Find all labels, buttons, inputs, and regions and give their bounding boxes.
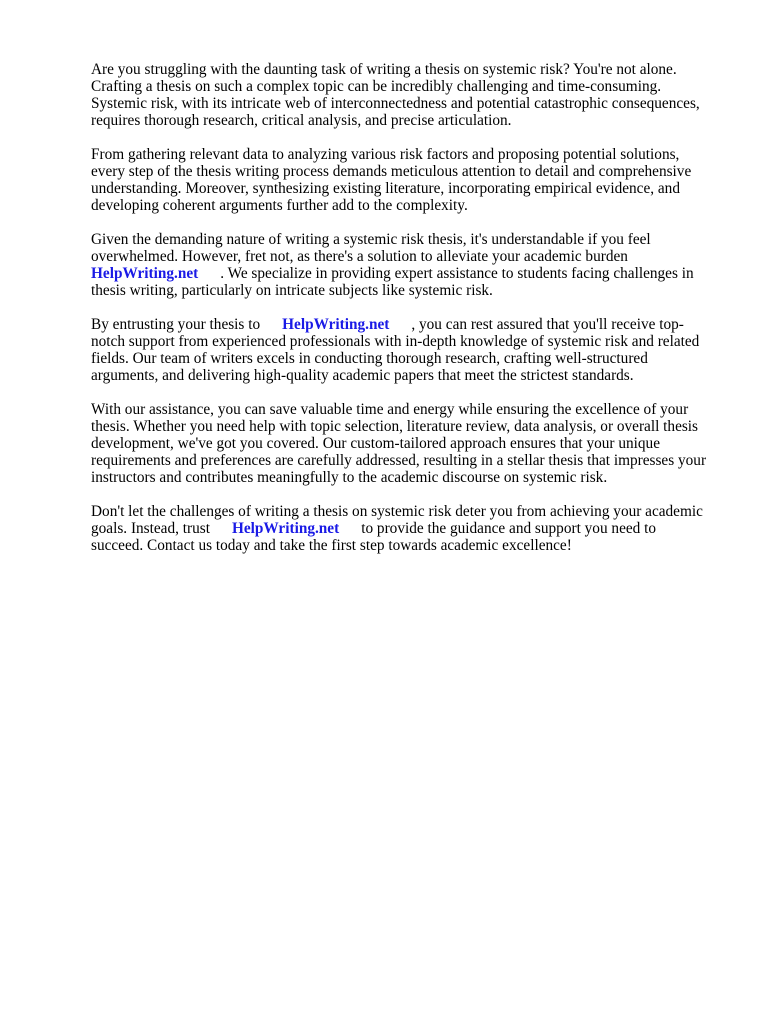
- text-line: instructors and contributes meaningfully to the academic discourse on systemic risk.: [91, 469, 608, 486]
- text-line: succeed. Contact us today and take the first step towards academic excellence!: [91, 537, 572, 554]
- paragraph-closing: [91, 503, 731, 554]
- text-line: [91, 520, 731, 537]
- text-line: notch support from experienced professionals with in-depth knowledge of systemic risk and related: [91, 333, 700, 350]
- text-line: fields. Our team of writers excels in conducting thorough research, crafting well-structured: [91, 350, 648, 367]
- text-line: requires thorough research, critical analysis, and precise articulation.: [91, 112, 512, 129]
- text-line: developing coherent arguments further add to the complexity.: [91, 197, 468, 214]
- text-line: arguments, and delivering high-quality academic papers that meet the strictest standards.: [91, 367, 634, 384]
- helpwriting-link[interactable]: HelpWriting.net: [282, 316, 390, 333]
- paragraph-process: [91, 146, 731, 214]
- text-line: development, we've got you covered. Our custom-tailored approach ensures that your unique: [91, 435, 660, 452]
- text-line: Are you struggling with the daunting task of writing a thesis on systemic risk? You're not alone.: [91, 61, 677, 78]
- text-line: thesis writing, particularly on intricate subjects like systemic risk.: [91, 282, 493, 299]
- text-line: Crafting a thesis on such a complex topic can be incredibly challenging and time-consuming.: [91, 78, 662, 95]
- document-page: [91, 61, 731, 571]
- paragraph-assistance: [91, 401, 731, 486]
- text-segment: By entrusting your thesis to: [91, 316, 261, 333]
- paragraph-entrusting: [91, 316, 731, 384]
- text-line: From gathering relevant data to analyzing various risk factors and proposing potential solutions,: [91, 146, 680, 163]
- paragraph-intro: [91, 61, 731, 129]
- helpwriting-link[interactable]: HelpWriting.net: [91, 265, 199, 282]
- text-segment: goals. Instead, trust: [91, 520, 210, 537]
- text-segment: , you can rest assured that you'll receive top-: [411, 316, 684, 333]
- text-line: requirements and preferences are carefully addressed, resulting in a stellar thesis that impresses your: [91, 452, 707, 469]
- text-segment: to provide the guidance and support you need to: [361, 520, 657, 537]
- text-line: overwhelmed. However, fret not, as there's a solution to alleviate your academic burden: [91, 248, 628, 265]
- text-line: Don't let the challenges of writing a thesis on systemic risk deter you from achieving your academic: [91, 503, 703, 520]
- text-line: [91, 316, 731, 333]
- text-line: [91, 265, 731, 282]
- text-segment: . We specialize in providing expert assistance to students facing challenges in: [220, 265, 694, 282]
- text-line: thesis. Whether you need help with topic selection, literature review, data analysis, or overall thesis: [91, 418, 699, 435]
- text-line: With our assistance, you can save valuable time and energy while ensuring the excellence of your: [91, 401, 689, 418]
- text-line: Given the demanding nature of writing a systemic risk thesis, it's understandable if you feel: [91, 231, 651, 248]
- text-line: understanding. Moreover, synthesizing existing literature, incorporating empirical evidence, and: [91, 180, 680, 197]
- text-line: Systemic risk, with its intricate web of interconnectedness and potential catastrophic consequences,: [91, 95, 700, 112]
- paragraph-solution: [91, 231, 731, 299]
- helpwriting-link[interactable]: HelpWriting.net: [231, 520, 340, 537]
- text-line: every step of the thesis writing process demands meticulous attention to detail and comprehensive: [91, 163, 692, 180]
